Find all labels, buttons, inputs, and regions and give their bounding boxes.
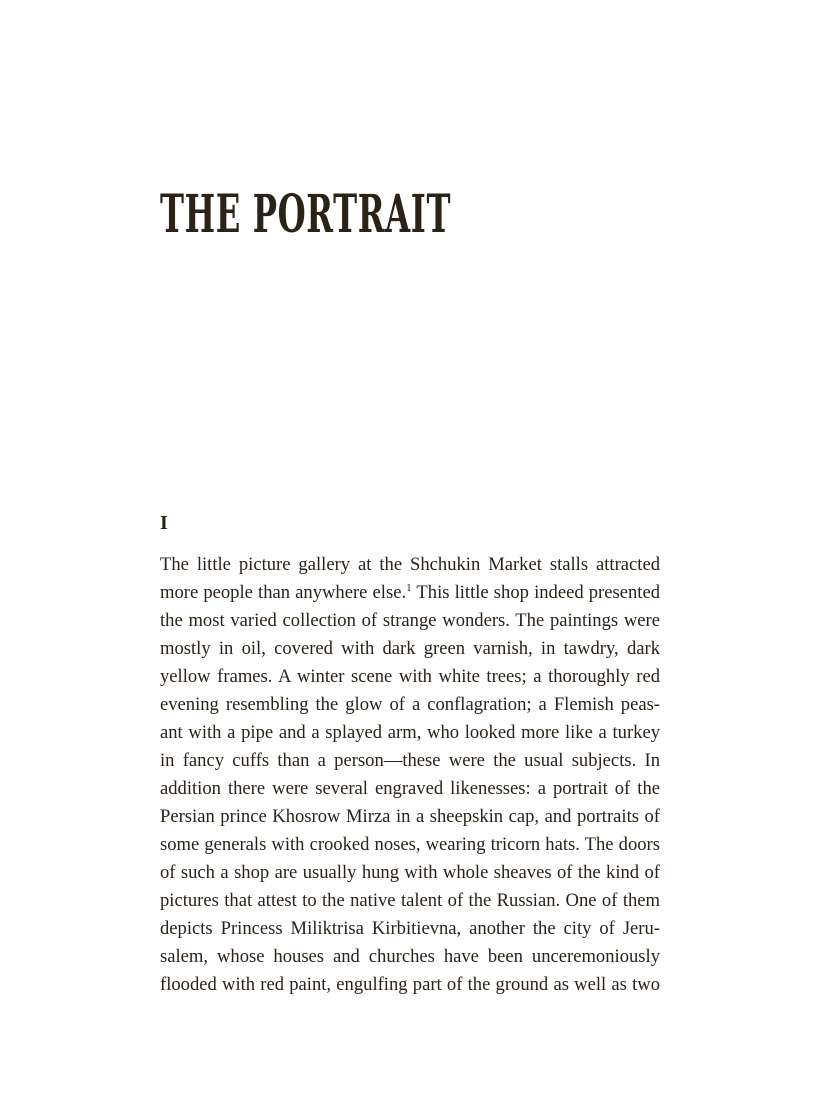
text-line [160, 579, 660, 607]
text-line: flooded with red paint, engulfing part of the ground as well as two [160, 974, 660, 995]
text-line: the most varied collection of strange wonders. The paintings were [160, 610, 660, 631]
text-segment: more people than anywhere else. [160, 582, 407, 603]
text-line: of such a shop are usually hung with whole sheaves of the kind of [160, 862, 660, 883]
text-segment: This little shop indeed presented [411, 582, 660, 603]
chapter-title: THE PORTRAIT [160, 184, 452, 245]
text-line: yellow frames. A winter scene with white trees; a thoroughly red [160, 666, 660, 687]
footnote-marker[interactable]: 1 [406, 581, 412, 594]
text-line: addition there were several engraved likenesses: a portrait of the [160, 778, 660, 799]
section-number: I [160, 512, 168, 534]
text-line: mostly in oil, covered with dark green varnish, in tawdry, dark [160, 638, 660, 659]
text-line: Persian prince Khosrow Mirza in a sheepskin cap, and portraits of [160, 806, 660, 827]
text-line: pictures that attest to the native talent of the Russian. One of them [160, 890, 660, 911]
text-line: ant with a pipe and a splayed arm, who looked more like a turkey [160, 722, 660, 743]
body-paragraph [160, 551, 660, 999]
text-line: salem, whose houses and churches have been unceremoniously [160, 946, 660, 967]
text-line: in fancy cuffs than a person—these were the usual subjects. In [160, 750, 660, 771]
text-line: depicts Princess Miliktrisa Kirbitievna, another the city of Jeru- [160, 918, 660, 939]
text-line: evening resembling the glow of a conflagration; a Flemish peas- [160, 694, 660, 715]
text-line: The little picture gallery at the Shchukin Market stalls attracted [160, 554, 660, 575]
text-line: some generals with crooked noses, wearing tricorn hats. The doors [160, 834, 660, 855]
